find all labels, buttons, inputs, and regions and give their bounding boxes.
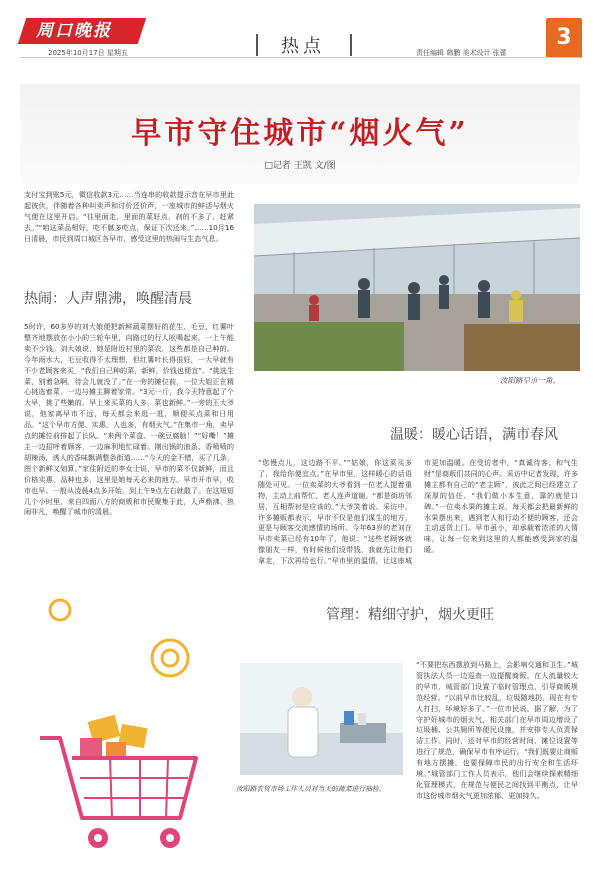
section-text-management: “不要把东西摆放到马路上，会影响交通和卫生。”城管执法人员一边巡查一边提醒商贩。在人流量较大的早市，城管部门设置了临时管理点，引导商贩规范经营。“以前早市比较乱，垃圾随地扔，现在有专人打扫，环境好多了。”一位市民说。据了解，为了守护好城市的烟火气，相关部门在早市周边增设了垃圾桶、公共厕所等便民设施，并安排专人负责保洁工作。同时，还对早市的经营时间、摊位设置等进行了规范，确保早市有序运行。“我们既要让商贩有地方摆摊，也要保障市民的出行安全和生活环境。”城管部门工作人员表示，他们会继续探索精细化管理模式，在规范与便民之间找到平衡点，让早市这份城市烟火气更加浓郁、更加持久。: [416, 660, 578, 800]
article-intro: 支付宝到账5元，微信收款3元……当连串的收款提示音在早市里此起彼伏，伴随着各种叫卖声和讨价还价声，一座城市的鲜活与烟火气便在这里开启。“往里面走，里面的菜好点，刹的不多了，赶紧去。”“咱这菜品相好，吃不腻多吃点，保证下次还来。”……10月16日清晨，市民到周口城区各早市，感受这里的热闹与生态气息。: [24, 190, 234, 243]
inspection-scene-illustration: [240, 663, 403, 775]
section-text-warmth: “您慢点儿，这边路不平。”“姑娘，你这菜买多了，我给你便宜点。”在早市里，这样暖心的话语随处可见。一位卖菜的大爷看到一位老人提着重物，主动上前帮忙，老人连声道谢。“都是街坊邻居，互相帮衬是应该的。”大爷笑着说。采访中，许多摊贩都表示，早市不仅是他们谋生的地方，更是与顾客交流感情的场所。今年63岁的老刘在早市卖菜已经有10年了，他说：“这些老顾客就像朋友一样，有时候他们没带钱，我就先让他们拿走，下次再给也行。”早市里的温情，让这座城市更加温暖。在受访者中，“真诚待客、和气生财”是商贩们共同的心声。采访中记者发现，许多摊主都有自己的“老主顾”，彼此之间已经建立了深厚的信任。“我们做小本生意，靠的就是口碑。”一位卖水果的摊主说，每天都会把最新鲜的水果摆出来，遇到老人和行动不便的顾客，还会主动送货上门。早市虽小，却承载着浓浓的人情味，让每一位来到这里的人都能感受到家的温暖。: [258, 458, 578, 566]
page-number-badge: 3: [546, 18, 582, 58]
shopping-cart-illustration: [20, 588, 220, 878]
inspection-photo: [240, 663, 403, 775]
section-heading-management: 管理：精细守护，烟火更旺: [326, 607, 494, 623]
masthead: [0, 0, 600, 62]
bottom-photo-caption: 汝阳路农贸市场工作人员对当天的蔬菜进行抽检。: [236, 785, 386, 793]
section-divider-right: [350, 34, 352, 56]
issue-date: 2025年10月17日 星期五: [48, 49, 128, 57]
section-divider-left: [256, 34, 258, 56]
editor-credits: 责任编辑 韩鹏 美术设计 张蕾: [416, 49, 507, 57]
market-scene-illustration: [254, 204, 580, 371]
top-photo-caption: 汝阳路早市一角。: [500, 376, 560, 385]
section-name: 热点: [281, 36, 325, 57]
market-photo: [254, 204, 580, 371]
article-byline: □记者 王凯 文/图: [264, 161, 336, 171]
shopping-cart-icon: [20, 588, 220, 878]
newspaper-logo: 周口晚报: [36, 21, 112, 41]
section-heading-warmth: 温暖：暖心话语，满市春风: [390, 427, 558, 443]
masthead-rule: [20, 57, 580, 58]
section-text-bustle: 5时许，60多岁的刘大娘便把新鲜蔬菜摆好的花生、毛豆、红薯叶整齐地摆放在小小的三轮车里，向路过的行人吆喝起来，一上午能卖不少钱。刘大娘说，她是附近村里的菜农，这些都是自己种的。今年雨水大，毛豆收得不太理想，但红薯叶长得很好，一大早就有不少老顾客来买，“我们自己种的菜，新鲜，价钱也便宜”。“挑选生菜，别着急啊，待会儿就没了。”在一旁的摊位前，一位大姐正在精心挑选着菜，一边与摊主聊着家常。“3元一斤，我今天特意起了个大早，挑了些嫩的。早上来买菜的人多，菜也新鲜。”一旁的王大爷说，他家离早市不远，每天都会来逛一逛，顺便买点菜和日用品。“这个早市方便、实惠，人也多，有烟火气。”在集市一角，卖早点的摊位前排起了长队。“来两个菜盒、一碗豆腐脑！”“好嘞！”摊主一边招呼着顾客，一边麻利地忙碌着。刚出锅的油条、香喷喷的胡辣汤，诱人的香味飘满整条街道……“今天的金不错，买了几条，图个新鲜又划算。”家住附近的李女士说，早市的菜不仅新鲜，而且价格实惠，品种也多，这里是她每天必来的地方。早市开市早，收市也早。一般从凌晨4点多开始，到上午9点左右就散了。在这短短几个小时里，来自四面八方的商贩和市民聚集于此，人声鼎沸、热闹非凡，唤醒了城市的清晨。: [24, 322, 234, 517]
section-heading-bustle: 热闹：人声鼎沸，唤醒清晨: [24, 291, 192, 307]
article-headline: 早市守住城市“烟火气”: [131, 116, 469, 151]
